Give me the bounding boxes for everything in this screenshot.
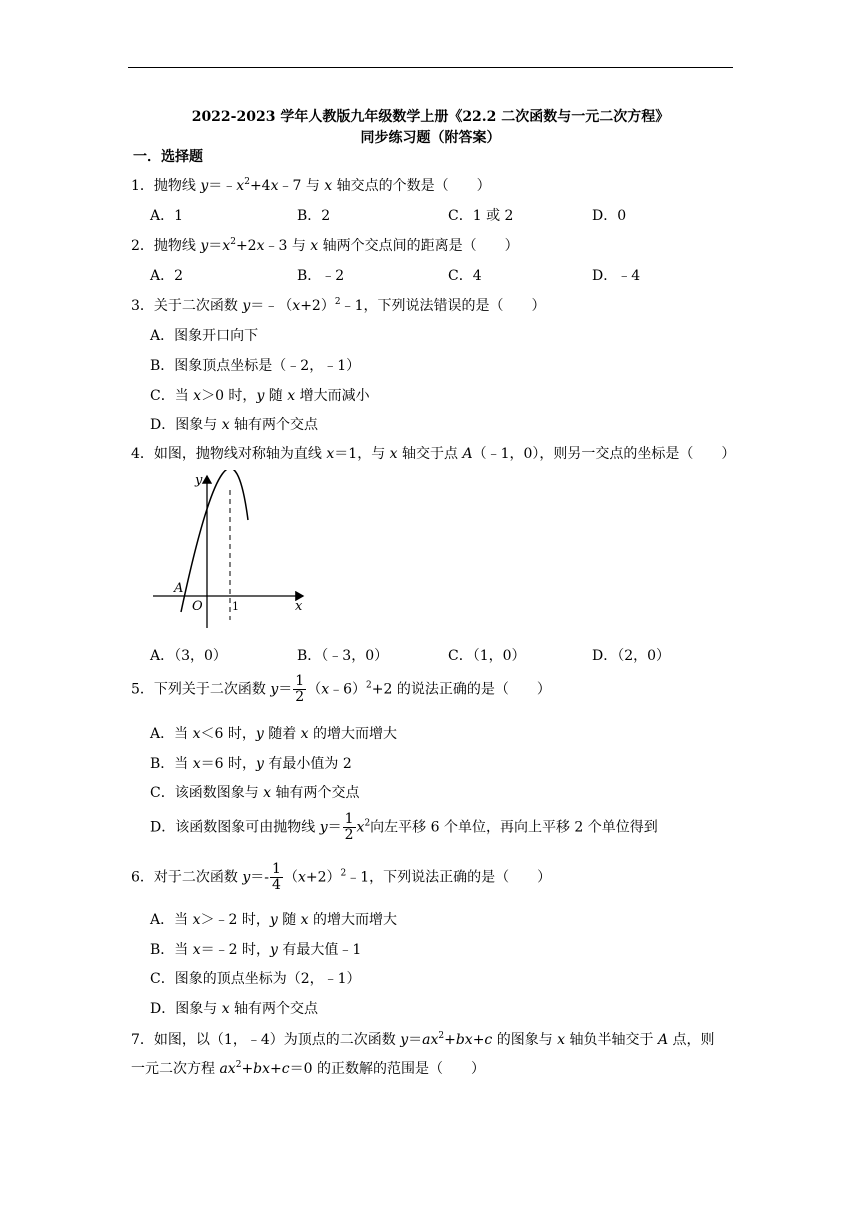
tick-label-1: 1: [232, 600, 239, 613]
question-2-option-a: A．2: [150, 268, 184, 284]
question-3-option-d: D．图象与 x 轴有两个交点: [150, 417, 319, 433]
question-2-option-c: C．4: [448, 268, 482, 284]
question-6-option-d: D．图象与 x 轴有两个交点: [150, 1001, 319, 1017]
header-rule: [128, 67, 733, 68]
question-7-stem-continued: 一元二次方程 $ax^2+bx+c=0$ 的正数解的范围是（ ）: [131, 1060, 485, 1077]
question-1-option-a: A．1: [150, 208, 184, 224]
question-3-option-c: C．当 x＞0 时，y 随 x 增大而减小: [150, 388, 370, 404]
question-7-stem: 7．如图，以（1，﹣4）为顶点的二次函数 $y=ax^2+bx+c$ 的图象与 x 轴负半轴交于 A 点，则: [131, 1031, 715, 1048]
question-4-stem: 4．如图，抛物线对称轴为直线 x＝1，与 x 轴交于点 A（﹣1，0），则另一交点的坐标是（ ）: [131, 446, 736, 462]
question-1-option-c: C．1 或 2: [448, 208, 514, 224]
question-5-option-d: D．该函数图象可由抛物线 y＝ $\frac{1}{2}$ $x^2$向左平移 6 个单位，再向上平移 2 个单位得到: [150, 811, 658, 843]
section-heading: 一．选择题: [133, 149, 203, 165]
question-4-option-c: C．（1，0）: [448, 648, 526, 664]
fraction: $\frac{1}{4}$: [272, 861, 281, 893]
question-5-option-c: C．该函数图象与 x 轴有两个交点: [150, 785, 360, 801]
y-axis-label: y: [195, 473, 203, 488]
fraction: $\frac{1}{2}$: [344, 811, 354, 843]
question-5-stem: 5．下列关于二次函数 y＝ $\frac{1}{2}$ （x﹣6）$^2$+2 的说法正确的是（ ）: [131, 673, 551, 705]
question-4-option-b: B．（﹣3，0）: [297, 648, 389, 664]
question-3-stem: 3．关于二次函数 $y=﹣(x+2)^2﹣1$，下列说法错误的是（ ）: [131, 297, 546, 314]
question-4-figure: [148, 470, 310, 632]
question-5-option-b: B．当 x＝6 时，y 有最小值为 2: [150, 756, 352, 772]
question-2-stem: 2．抛物线 $y=x^2+2x﹣3$ 与 x 轴两个交点间的距离是（ ）: [131, 237, 519, 254]
point-a-label: A: [174, 581, 184, 596]
question-1-option-b: B．2: [297, 208, 331, 224]
page-subtitle: 同步练习题（附答案）: [360, 130, 501, 146]
question-5-option-a: A．当 x＜6 时，y 随着 x 的增大而增大: [150, 726, 398, 742]
parabola-curve: [181, 470, 248, 612]
question-6-option-a: A．当 x＞﹣2 时，y 随 x 的增大而增大: [150, 912, 398, 928]
question-6-stem: 6．对于二次函数 y＝- $\frac{1}{4}$ $(x+2)^2﹣1$，下列说法正确的是（ ）: [131, 861, 552, 893]
question-2-option-d: D．﹣4: [592, 268, 641, 284]
question-3-option-a: A．图象开口向下: [150, 328, 259, 344]
question-6-option-c: C．图象的顶点坐标为（2，﹣1）: [150, 971, 361, 987]
x-axis-label: x: [295, 599, 303, 614]
question-1-option-d: D．0: [592, 208, 627, 224]
question-4-option-d: D．（2，0）: [592, 648, 671, 664]
origin-label: O: [192, 599, 203, 614]
question-6-option-b: B．当 x＝﹣2 时，y 有最大值﹣1: [150, 942, 362, 958]
page-title: 2022-2023 学年人教版九年级数学上册《22.2 二次函数与一元二次方程》: [191, 109, 670, 125]
question-3-option-b: B．图象顶点坐标是（﹣2，﹣1）: [150, 358, 361, 374]
question-1-stem: 1．抛物线 $y=﹣x^2+4x﹣7$ 与 x 轴交点的个数是（ ）: [131, 177, 491, 194]
fraction: $\frac{1}{2}$: [295, 673, 305, 705]
question-4-option-a: A．（3，0）: [150, 648, 227, 664]
question-2-option-b: B．﹣2: [297, 268, 345, 284]
